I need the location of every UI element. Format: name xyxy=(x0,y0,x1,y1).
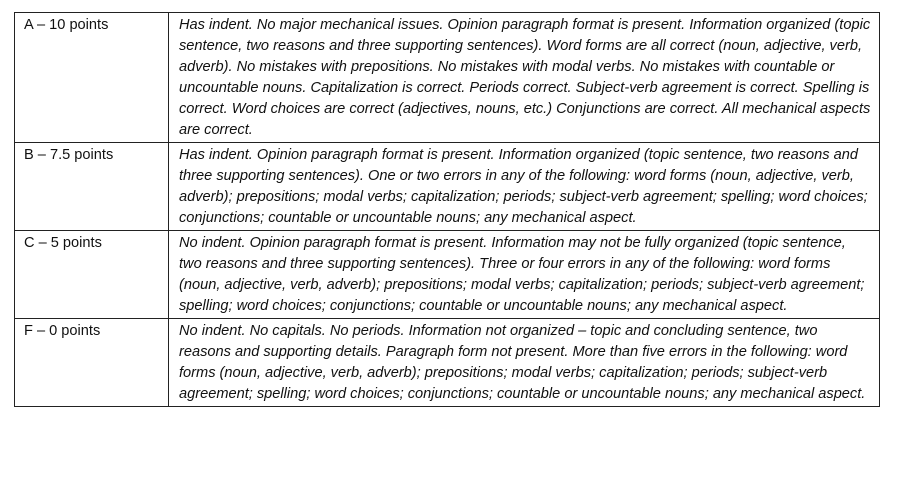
grading-rubric-table xyxy=(14,12,880,407)
grade-cell-b: B – 7.5 points xyxy=(15,143,169,231)
grade-cell-a: A – 10 points xyxy=(15,13,169,143)
rubric-row-c xyxy=(15,231,880,319)
description-cell-a: Has indent. No major mechanical issues. Opinion paragraph format is present. Information organized (topic sentence, two reasons and three supporting sentences). Word forms are all correct (noun, adjective, verb, adverb). No mistakes with prepositions. No mistakes with modal verbs. No mistakes with countable or uncountable nouns. Capitalization is correct. Periods correct. Subject-verb agreement is correct. Spelling is correct. Word choices are correct (adjectives, nouns, etc.) Conjunctions are correct. All mechanical aspects are correct. xyxy=(169,13,880,143)
description-cell-c: No indent. Opinion paragraph format is present. Information may not be fully organized (topic sentence, two reasons and three supporting sentences). Three or four errors in any of the following: word forms (noun, adjective, verb, adverb); prepositions; modal verbs; capitalization; periods; subject-verb agreement; spelling; word choices; conjunctions; countable or uncountable nouns; any mechanical aspect. xyxy=(169,231,880,319)
description-cell-b: Has indent. Opinion paragraph format is present. Information organized (topic sentence, two reasons and three supporting sentences). One or two errors in any of the following: word forms (noun, adjective, verb, adverb); prepositions; modal verbs; capitalization; periods; subject-verb agreement; spelling; word choices; conjunctions; countable or uncountable nouns; any mechanical aspect. xyxy=(169,143,880,231)
description-cell-f: No indent. No capitals. No periods. Information not organized – topic and concluding sentence, two reasons and supporting details. Paragraph form not present. More than five errors in the following: word forms (noun, adjective, verb, adverb); prepositions; modal verbs; capitalization; periods; subject-verb agreement; spelling; word choices; conjunctions; countable or uncountable nouns; any mechanical aspect. xyxy=(169,319,880,407)
grade-cell-f: F – 0 points xyxy=(15,319,169,407)
rubric-row-b xyxy=(15,143,880,231)
grade-cell-c: C – 5 points xyxy=(15,231,169,319)
rubric-row-a xyxy=(15,13,880,143)
rubric-row-f xyxy=(15,319,880,407)
